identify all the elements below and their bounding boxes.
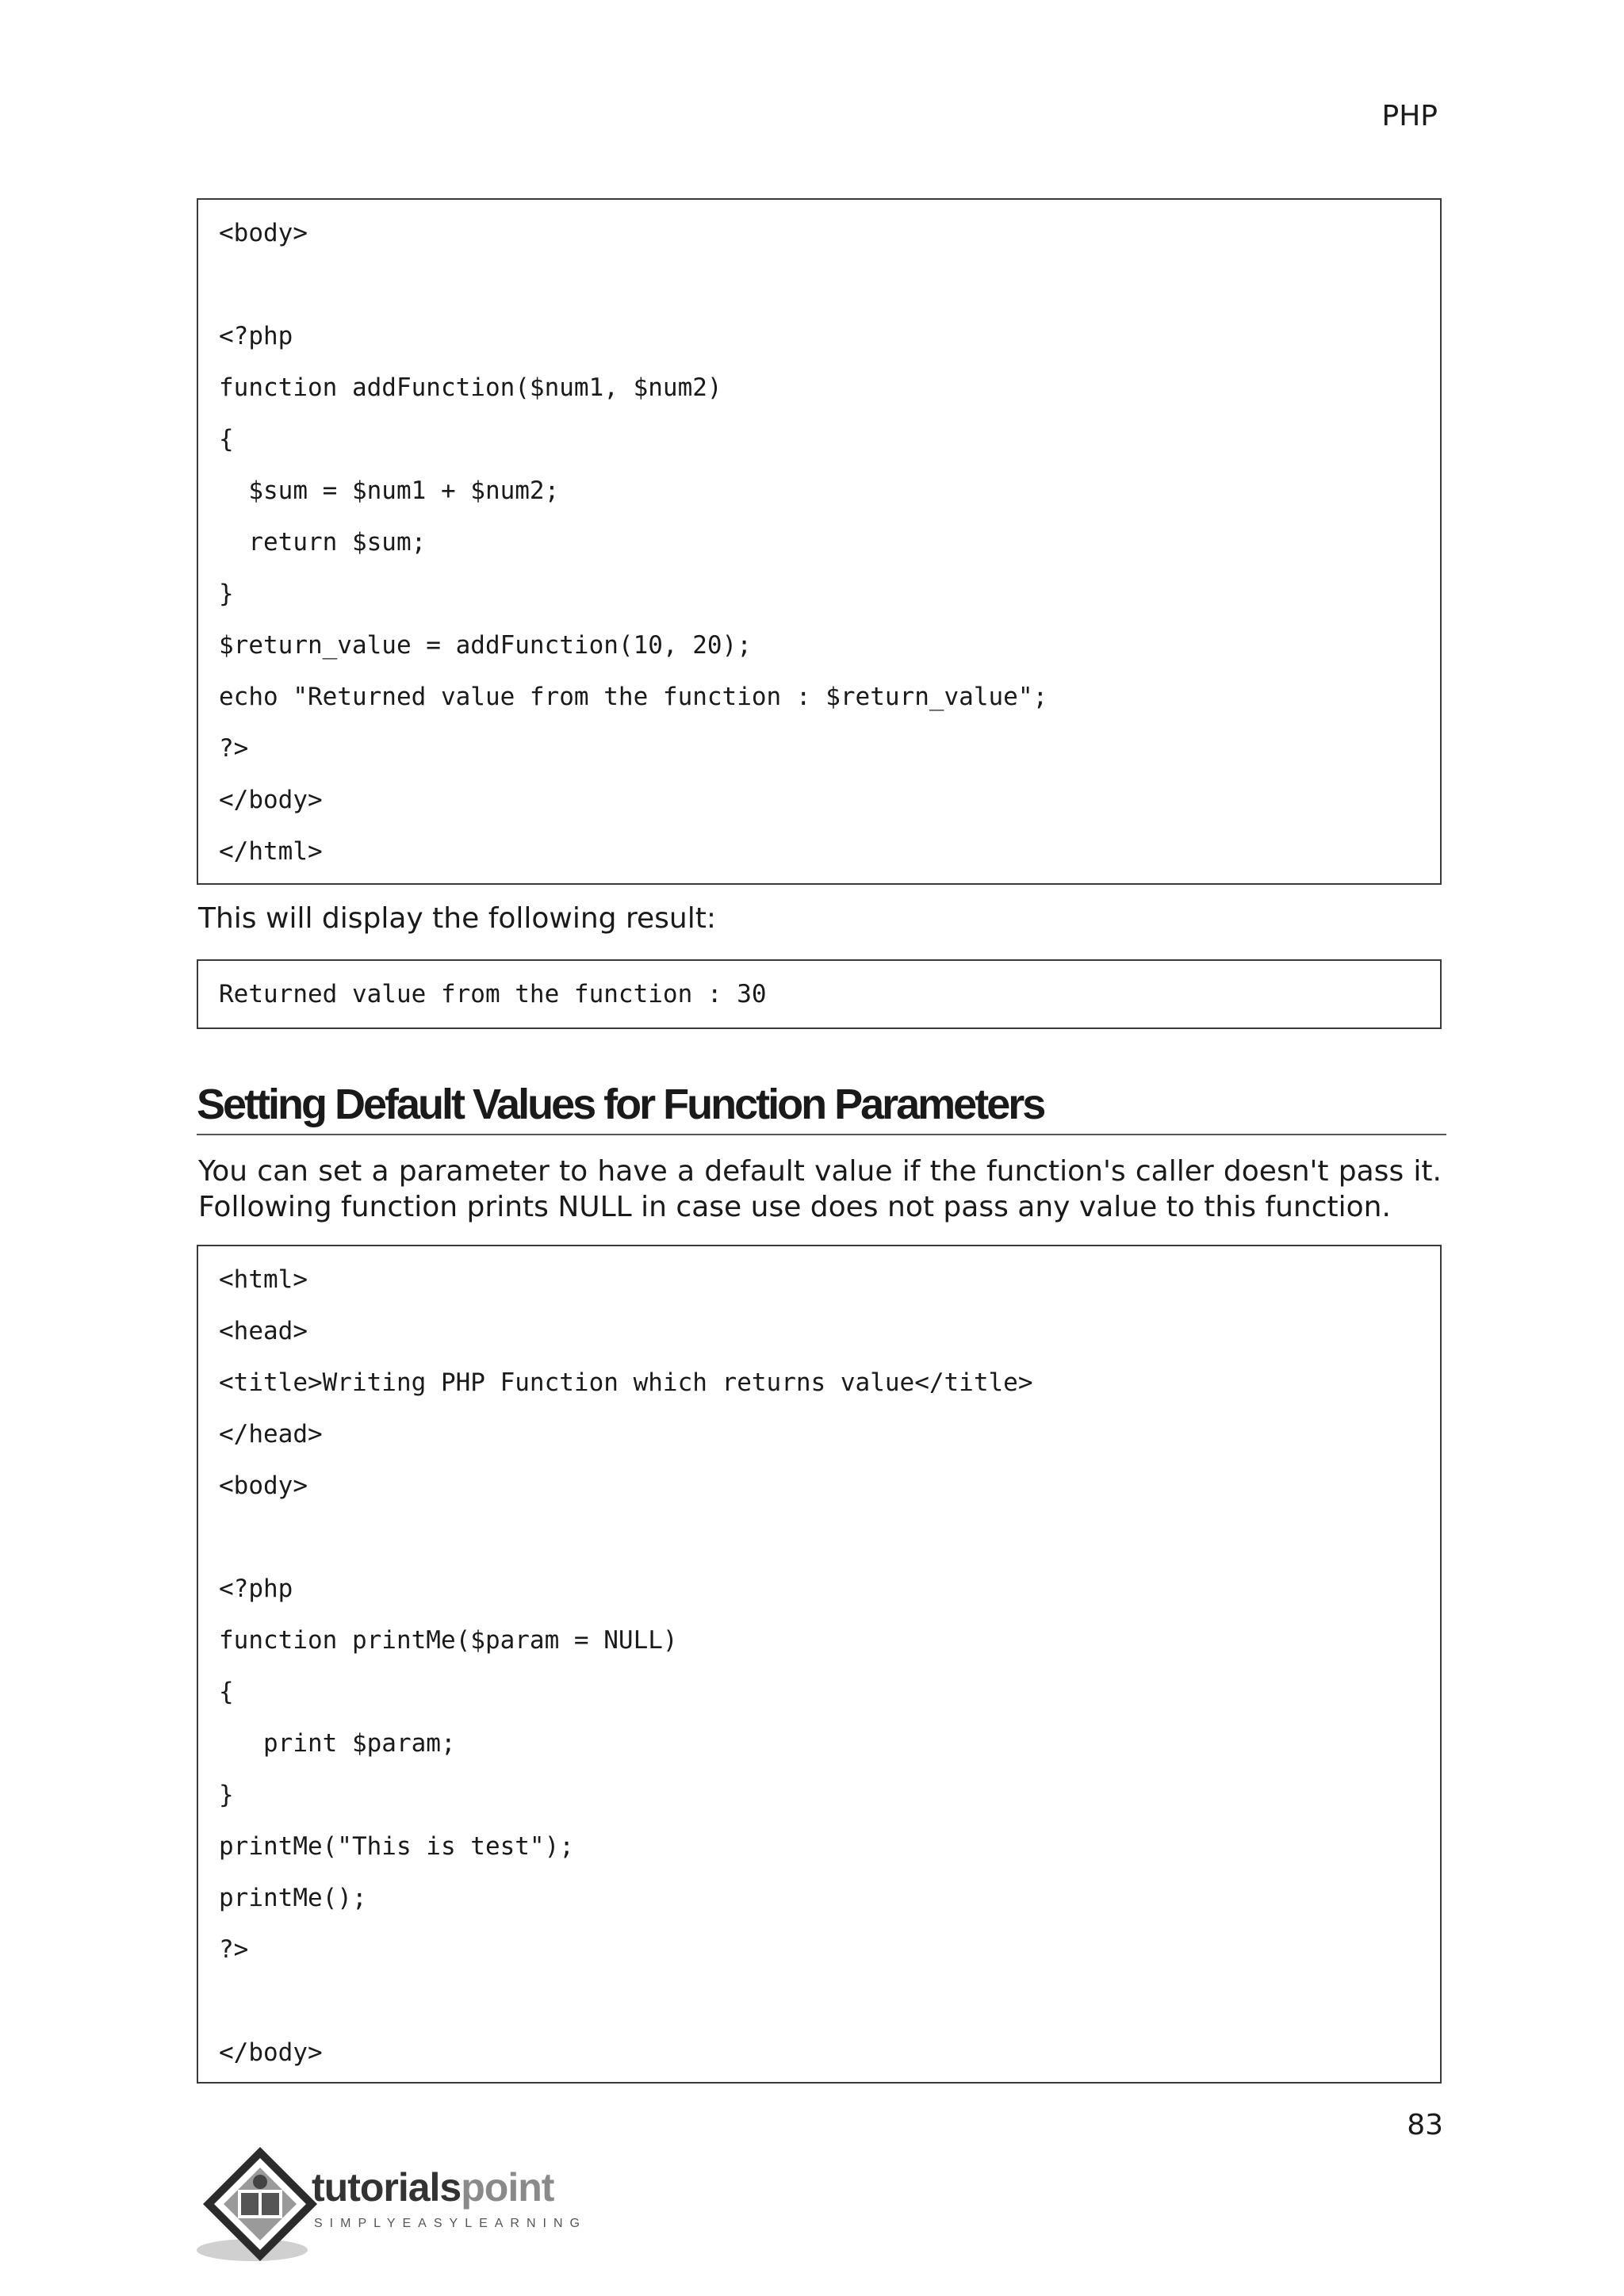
result-intro-text: This will display the following result: <box>198 902 716 935</box>
logo-emblem-icon <box>197 2141 324 2267</box>
section-heading: Setting Default Values for Function Parameters <box>197 1077 1446 1135</box>
code-line: function addFunction($num1, $num2) <box>219 373 722 402</box>
code-line: <?php <box>219 322 293 350</box>
code-line: function printMe($param = NULL) <box>219 1626 678 1655</box>
code-line: echo "Returned value from the function : $return_value"; <box>219 683 1048 711</box>
code-line: printMe(); <box>219 1884 367 1912</box>
code-line: Returned value from the function : 30 <box>219 980 767 1008</box>
code-line: ?> <box>219 1935 249 1964</box>
code-line: </body> <box>219 2038 323 2067</box>
code-line: </body> <box>219 786 323 814</box>
logo-wordmark-main: tutorials <box>312 2165 462 2210</box>
code-line: print $param; <box>219 1729 456 1758</box>
code-line: <?php <box>219 1575 293 1603</box>
code-block-3 <box>197 1245 1442 2084</box>
code-line <box>219 1984 1440 2035</box>
code-line: </html> <box>219 837 323 866</box>
code-block-output <box>197 959 1442 1029</box>
code-line: ?> <box>219 734 249 763</box>
code-line: $return_value = addFunction(10, 20); <box>219 631 752 660</box>
code-line: <title>Writing PHP Function which returns value</title> <box>219 1368 1033 1397</box>
code-line: <body> <box>219 219 308 247</box>
code-line: { <box>219 1678 234 1706</box>
code-line: { <box>219 425 234 453</box>
code-line: printMe("This is test"); <box>219 1832 574 1861</box>
logo-wordmark <box>312 2164 553 2210</box>
code-block-1 <box>197 198 1442 885</box>
logo-tagline: SIMPLYEASYLEARNING <box>314 2217 587 2230</box>
code-line: $sum = $num1 + $num2; <box>219 476 560 505</box>
code-line: </head> <box>219 1420 323 1448</box>
code-line: return $sum; <box>219 528 427 557</box>
tutorialspoint-logo <box>197 2141 609 2267</box>
code-line: } <box>219 1781 234 1809</box>
code-line: <html> <box>219 1265 308 1294</box>
code-line <box>219 267 1440 319</box>
code-line: } <box>219 580 234 608</box>
section-paragraph: You can set a parameter to have a default value if the function's caller doesn't pass it. Following function prints NULL in case use does not pass any value to this function. <box>198 1155 1442 1223</box>
code-line <box>219 1520 1440 1571</box>
code-line: <head> <box>219 1317 308 1345</box>
logo-wordmark-accent: point <box>461 2165 554 2210</box>
code-line: <body> <box>219 1471 308 1500</box>
page-number: 83 <box>1407 2109 1443 2141</box>
running-header: PHP <box>1381 100 1438 132</box>
